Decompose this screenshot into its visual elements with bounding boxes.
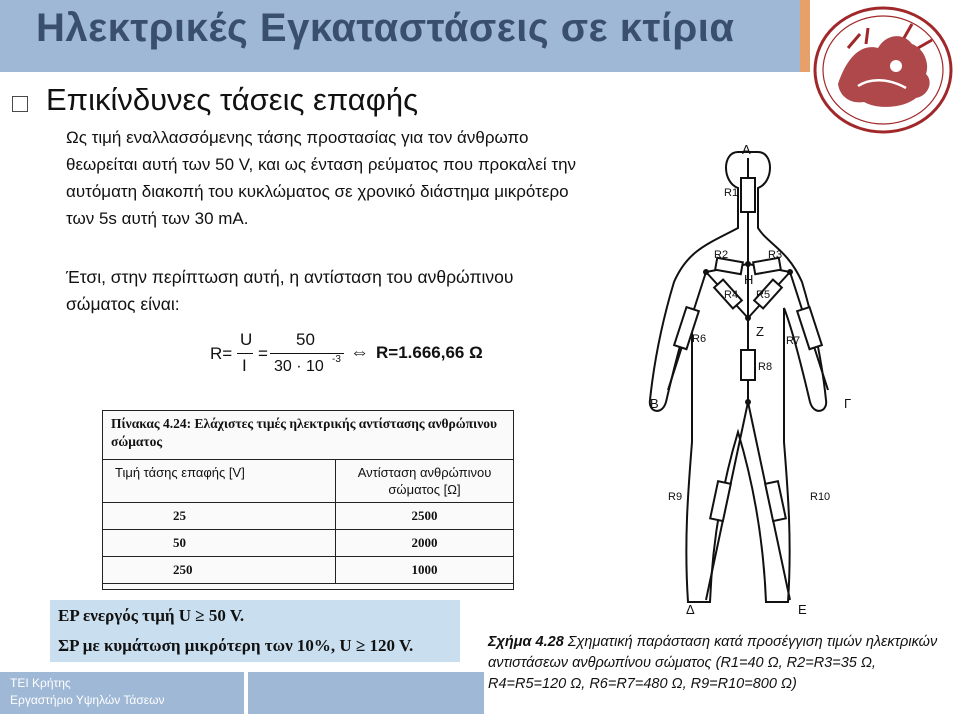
bullet-square-icon: [12, 96, 28, 112]
footer-line-2: Εργαστήριο Υψηλών Τάσεων: [10, 693, 165, 707]
formula-eq: =: [258, 344, 268, 363]
resistor-label-r2: R2: [714, 249, 729, 261]
resistance-table: [102, 410, 514, 590]
footer-bar: [248, 672, 484, 714]
figure-caption: [488, 632, 956, 695]
table-row: [103, 530, 513, 557]
note-dc-line: ΣΡ με κυμάτωση μικρότερη των 10%, U ≥ 120 V.: [58, 636, 414, 655]
resistor-label-r3: R3: [768, 249, 783, 261]
resistance-formula: [210, 330, 510, 390]
formula-num: 50: [296, 330, 315, 349]
slide-title: Ηλεκτρικές Εγκαταστάσεις σε κτίρια: [36, 6, 735, 50]
table-cell-voltage: 25: [103, 503, 336, 530]
figure-caption-text: Σχηματική παράσταση κατά προσέγγιση τιμών ηλεκτρικών αντιστάσεων ανθρωπίνου σώματος (R1=40 Ω, R2=R3=35 Ω, R4=R5=120 Ω, R6=R7=480 Ω, R9=R10=800 Ω): [488, 634, 938, 692]
node-label-z: Ζ: [756, 324, 764, 339]
resistor-r8: [741, 350, 755, 380]
resistor-label-r4: R4: [724, 289, 739, 301]
table-row: [103, 503, 513, 530]
formula-i: I: [242, 356, 247, 375]
table-row: [103, 557, 513, 584]
resistor-r1: [741, 178, 755, 212]
resistor-label-r7: R7: [786, 335, 801, 347]
university-logo: [808, 4, 958, 136]
node-label-d: Δ: [686, 602, 695, 617]
table-cell-resistance: 2000: [336, 530, 514, 557]
table-header-resistance: Αντίσταση ανθρώπινου σώματος [Ω]: [336, 460, 514, 503]
table-header-row: [103, 460, 513, 503]
resistor-r10: [765, 481, 786, 521]
node-label-e: Ε: [798, 602, 807, 617]
voltage-note-box: [50, 600, 460, 662]
resistor-label-r5: R5: [756, 289, 771, 301]
resistor-r9: [710, 481, 731, 521]
resistor-label-r9: R9: [668, 491, 683, 503]
table-cell-voltage: 50: [103, 530, 336, 557]
body-outline: [650, 152, 826, 602]
footer-institution: [0, 672, 244, 714]
table-cell-resistance: 1000: [336, 557, 514, 584]
formula-den: 30 · 10: [274, 358, 324, 375]
table-caption: Πίνακας 4.24: Ελάχιστες τιμές ηλεκτρικής αντίστασης ανθρώπινου σώματος: [111, 416, 498, 449]
note-ac-line: ΕΡ ενεργός τιμή U ≥ 50 V.: [58, 606, 245, 625]
scan-paragraph-2: Έτσι, στην περίπτωση αυτή, η αντίσταση του ανθρώπινου σώματος είναι:: [66, 267, 514, 314]
resistor-r7: [797, 307, 822, 349]
node-label-g: Γ: [844, 396, 852, 411]
resistor-label-r6: R6: [692, 333, 707, 345]
formula-lhs: R=: [210, 344, 233, 363]
resistor-label-r1: R1: [724, 187, 739, 199]
node-label-b: Β: [650, 396, 659, 411]
formula-arrow: ⇔: [350, 342, 369, 363]
resistor-label-r8: R8: [758, 361, 773, 373]
title-bar: [0, 0, 800, 72]
formula-result: R=1.666,66 Ω: [376, 343, 483, 362]
resistance-data-table: [103, 459, 513, 584]
footer-line-1: ΤΕΙ Κρήτης: [10, 676, 71, 690]
formula-exp: -3: [332, 354, 341, 365]
scan-paragraph-1: Ως τιμή εναλλασσόμενης τάσης προστασίας για τον άνθρωπο θεωρείται αυτή των 50 V, και ως ένταση ρεύματος που προκαλεί την αυτόματη διακοπή του κυκλώματος σε χρονικό διάστημα μικρότερο των 5s αυτή των 30 mA.: [66, 128, 577, 228]
figure-caption-title: Σχήμα 4.28: [488, 634, 564, 650]
formula-u: U: [240, 330, 253, 349]
table-cell-resistance: 2500: [336, 503, 514, 530]
table-header-voltage: Τιμή τάσης επαφής [V]: [103, 460, 336, 503]
resistor-label-r10: R10: [810, 491, 831, 503]
fraction-bar-1: [237, 353, 253, 354]
slide-subtitle: Επικίνδυνες τάσεις επαφής: [46, 82, 419, 117]
node-label-h: Η: [744, 272, 754, 287]
node-label-a: Α: [742, 142, 751, 157]
table-cell-voltage: 250: [103, 557, 336, 584]
human-body-resistance-figure: [588, 132, 918, 622]
